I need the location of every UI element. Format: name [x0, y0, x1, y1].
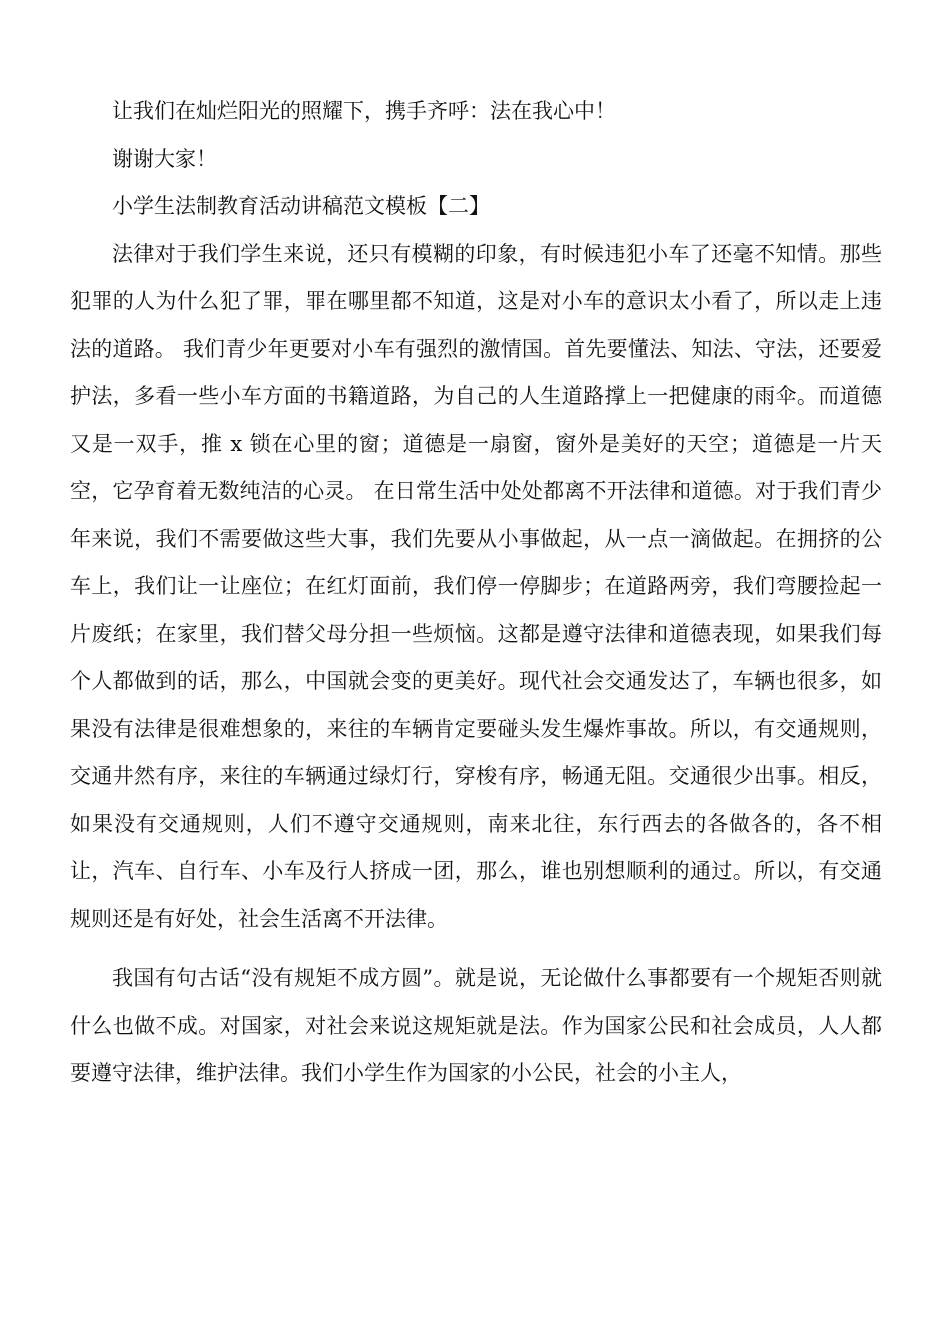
paragraph-body-1: 法律对于我们学生来说，还只有模糊的印象，有时候违犯小车了还毫不知情。那些犯罪的人为什么犯了罪，罪在哪里都不知道，这是对小车的意识太小看了，所以走上违法的道路。 我们青少年更要对小车有强烈的激情国。首先要懂法、知法、守法，还要爱护法，多看一些小车方面的书籍道路，为自己的人生道路撑上一把健康的雨伞。而道德又是一双手，推 x 锁在心里的窗；道德是一扇窗，窗外是美好的天空；道德是一片天空，它孕育着无数纯洁的心灵。 在日常生活中处处都离不开法律和道德。对于我们青少年来说，我们不需要做这些大事，我们先要从小事做起，从一点一滴做起。在拥挤的公车上，我们让一让座位；在红灯面前，我们停一停脚步；在道路两旁，我们弯腰捡起一片废纸；在家里，我们替父母分担一些烦恼。这都是遵守法律和道德表现，如果我们每个人都做到的话，那么，中国就会变的更美好。现代社会交通发达了，车辆也很多，如果没有法律是很难想象的，来往的车辆肯定要碰头发生爆炸事故。所以，有交通规则，交通井然有序，来往的车辆通过绿灯行，穿梭有序，畅通无阻。交通很少出事。相反，如果没有交通规则，人们不遵守交通规则，南来北往，东行西去的各做各的，各不相让，汽车、自行车、小车及行人挤成一团，那么，谁也别想顺利的通过。所以，有交通规则还是有好处，社会生活离不开法律。: [70, 241, 882, 931]
paragraph-body-2: 我国有句古话“没有规矩不成方圆”。就是说，无论做什么事都要有一个规矩否则就什么也做不成。对国家，对社会来说这规矩就是法。作为国家公民和社会成员，人人都要遵守法律，维护法律。我们小学生作为国家的小公民，社会的小主人，: [70, 966, 882, 1085]
section-heading: 小学生法制教育活动讲稿范文模板【二】: [112, 194, 490, 218]
document-body: [70, 88, 882, 1098]
paragraph-thanks: 谢谢大家！: [112, 146, 217, 171]
paragraph-closing-line: 让我们在灿烂阳光的照耀下，携手齐呼：法在我心中！: [112, 99, 616, 123]
